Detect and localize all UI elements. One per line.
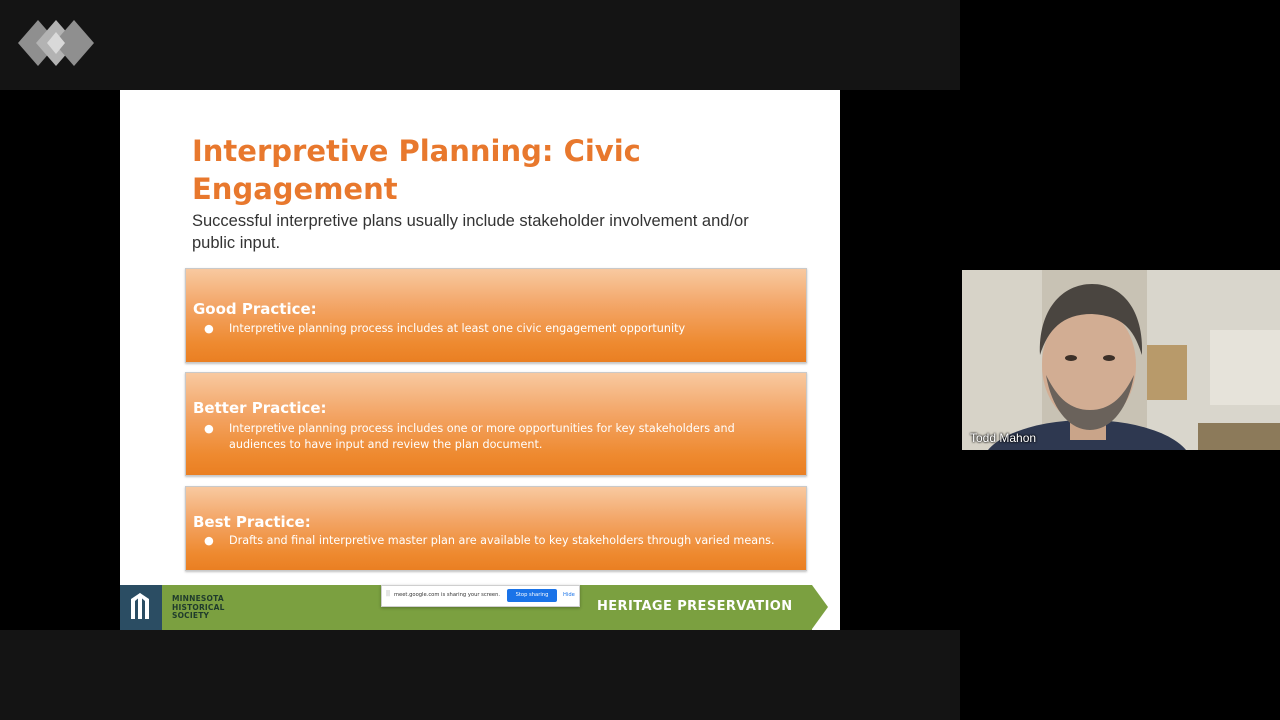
top-bar — [0, 0, 960, 90]
screen-share-notice — [381, 585, 580, 607]
bullet-text: Drafts and final interpretive master plan are available to key stakeholders through varied means. — [229, 534, 775, 547]
list-item — [204, 321, 786, 337]
bullet-icon: ● — [204, 322, 214, 335]
bottom-bar — [0, 630, 960, 720]
org-line-3: SOCIETY — [172, 611, 210, 620]
hide-button[interactable]: Hide — [563, 592, 575, 598]
participant-name: Todd Mahon — [970, 431, 1037, 445]
slide-title: Interpretive Planning: Civic Engagement — [192, 134, 641, 206]
better-practice-list — [204, 421, 786, 453]
participant-video-tile[interactable] — [962, 270, 1280, 450]
share-message: meet.google.com is sharing your screen. — [394, 592, 501, 598]
slide-footer — [120, 585, 840, 630]
mhs-logo-icon — [120, 585, 162, 630]
org-line-1: MINNESOTA — [172, 594, 224, 603]
best-practice-box — [185, 486, 807, 571]
footer-tagline: HERITAGE PRESERVATION — [597, 599, 793, 614]
good-practice-list — [204, 321, 786, 337]
footer-arrow — [812, 585, 828, 629]
bullet-icon: ● — [204, 422, 214, 435]
org-name — [172, 595, 225, 621]
drag-handle-icon[interactable]: || — [386, 590, 391, 597]
list-item — [204, 533, 786, 549]
bullet-icon: ● — [204, 534, 214, 547]
best-practice-heading: Best Practice: — [193, 513, 311, 531]
participant-video-feed — [962, 270, 1280, 450]
better-practice-heading: Better Practice: — [193, 399, 327, 417]
org-line-2: HISTORICAL — [172, 602, 225, 612]
slide-subtitle: Successful interpretive plans usually include stakeholder involvement and/or public input. — [192, 212, 749, 252]
bullet-text: Interpretive planning process includes at least one civic engagement opportunity — [229, 322, 686, 335]
better-practice-box — [185, 372, 807, 476]
good-practice-box — [185, 268, 807, 363]
good-practice-heading: Good Practice: — [193, 300, 317, 318]
best-practice-list — [204, 533, 786, 549]
bullet-text: Interpretive planning process includes one or more opportunities for key stakeholders and audiences to have input and review the plan document. — [229, 422, 735, 451]
list-item — [204, 421, 786, 453]
presentation-slide — [120, 90, 840, 630]
diamond-logo-icon — [18, 18, 94, 68]
stop-sharing-button[interactable]: Stop sharing — [507, 589, 557, 602]
